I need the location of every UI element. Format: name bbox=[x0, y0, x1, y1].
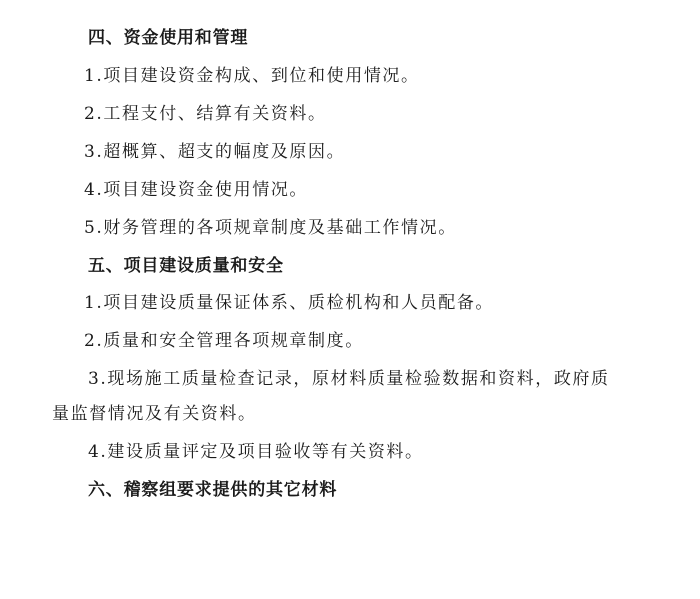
list-item: 3.现场施工质量检查记录，原材料质量检验数据和资料，政府质 bbox=[88, 369, 610, 389]
list-item-continuation: 量监督情况及有关资料。 bbox=[52, 404, 257, 424]
list-item: 4.项目建设资金使用情况。 bbox=[84, 180, 309, 200]
list-item: 5.财务管理的各项规章制度及基础工作情况。 bbox=[84, 218, 457, 238]
list-item: 1.项目建设资金构成、到位和使用情况。 bbox=[84, 66, 420, 86]
list-item: 4.建设质量评定及项目验收等有关资料。 bbox=[88, 442, 424, 462]
section-heading-other-materials: 六、稽察组要求提供的其它材料 bbox=[88, 480, 338, 500]
list-item: 3.超概算、超支的幅度及原因。 bbox=[84, 142, 346, 162]
section-heading-quality: 五、项目建设质量和安全 bbox=[88, 256, 284, 276]
list-item: 2.工程支付、结算有关资料。 bbox=[84, 104, 327, 124]
list-item: 1.项目建设质量保证体系、质检机构和人员配备。 bbox=[84, 293, 495, 313]
list-item: 2.质量和安全管理各项规章制度。 bbox=[84, 331, 364, 351]
section-heading-funds: 四、资金使用和管理 bbox=[88, 28, 249, 48]
